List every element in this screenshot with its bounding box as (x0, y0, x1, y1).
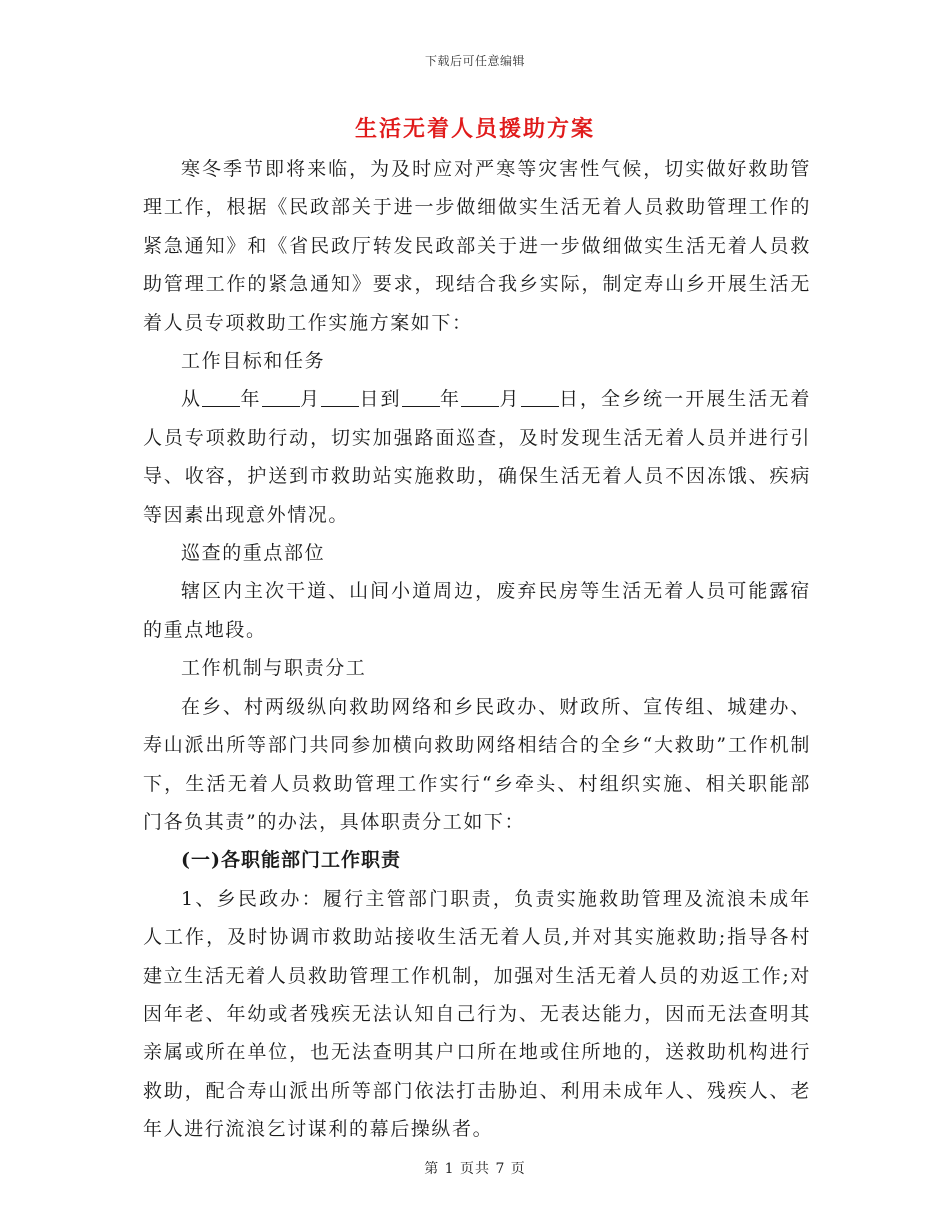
goals-paragraph (143, 380, 811, 534)
heading-goals: 工作目标和任务 (181, 350, 326, 373)
mechanism-paragraph: 在乡、村两级纵向救助网络和乡民政办、财政所、宣传组、城建办、寿山派出所等部门共同参加横向救助网络相结合的全乡“大救助”工作机制下，生活无着人员救助管理工作实行“乡牵头、村组织实施、相关职能部门各负其责”的办法，具体职责分工如下： (143, 695, 811, 833)
goals-from: 从 (181, 388, 203, 411)
blank-field (461, 387, 499, 407)
heading-mechanism: 工作机制与职责分工 (181, 657, 367, 680)
heading-dept-duties: (一)各职能部门工作职责 (181, 849, 401, 872)
goals-day-to: 日到 (359, 388, 402, 411)
patrol-paragraph: 辖区内主次干道、山间小道周边，废弃民房等生活无着人员可能露宿的重点地段。 (143, 580, 811, 641)
goals-year: 年 (240, 388, 262, 411)
blank-field (321, 387, 359, 407)
goals-day: 日 (558, 388, 580, 411)
goals-year-2: 年 (439, 388, 462, 411)
intro-paragraph: 寒冬季节即将来临，为及时应对严寒等灾害性气候，切实做好救助管理工作，根据《民政部关于进一步做细做实生活无着人员救助管理工作的紧急通知》和《省民政厅转发民政部关于进一步做细做实生活无着人员救助管理工作的紧急通知》要求，现结合我乡实际，制定寿山乡开展生活无着人员专项救助工作实施方案如下： (143, 158, 811, 334)
goals-month-2: 月 (499, 388, 521, 411)
blank-field (402, 387, 440, 407)
document-title: 生活无着人员援助方案 (354, 116, 595, 142)
blank-field (262, 387, 300, 407)
blank-field (202, 387, 240, 407)
goals-rest: ，全乡统一开展生活无着人员专项救助行动，切实加强路面巡查，及时发现生活无着人员并进行引导、收容，护送到市救助站实施救助，确保生活无着人员不因冻饿、疾病等因素出现意外情况。 (143, 388, 811, 526)
item-1-paragraph: 1、乡民政办：履行主管部门职责，负责实施救助管理及流浪未成年人工作，及时协调市救助站接收生活无着人员,并对其实施救助;指导各村建立生活无着人员救助管理工作机制，加强对生活无着人员的劝返工作;对因年老、年幼或者残疾无法认知自己行为、无表达能力，因而无法查明其亲属或所在单位，也无法查明其户口所在地或住所地的，送救助机构进行救助，配合寿山派出所等部门依法打击胁迫、利用未成年人、残疾人、老年人进行流浪乞讨谋利的幕后操纵者。 (143, 887, 811, 1141)
page-header-note: 下载后可任意编辑 (424, 54, 525, 68)
heading-patrol: 巡查的重点部位 (181, 542, 326, 565)
document-body (143, 150, 811, 1149)
goals-month: 月 (299, 388, 322, 411)
page-number: 第 1 页共 7 页 (424, 1161, 526, 1177)
blank-field (521, 387, 559, 407)
